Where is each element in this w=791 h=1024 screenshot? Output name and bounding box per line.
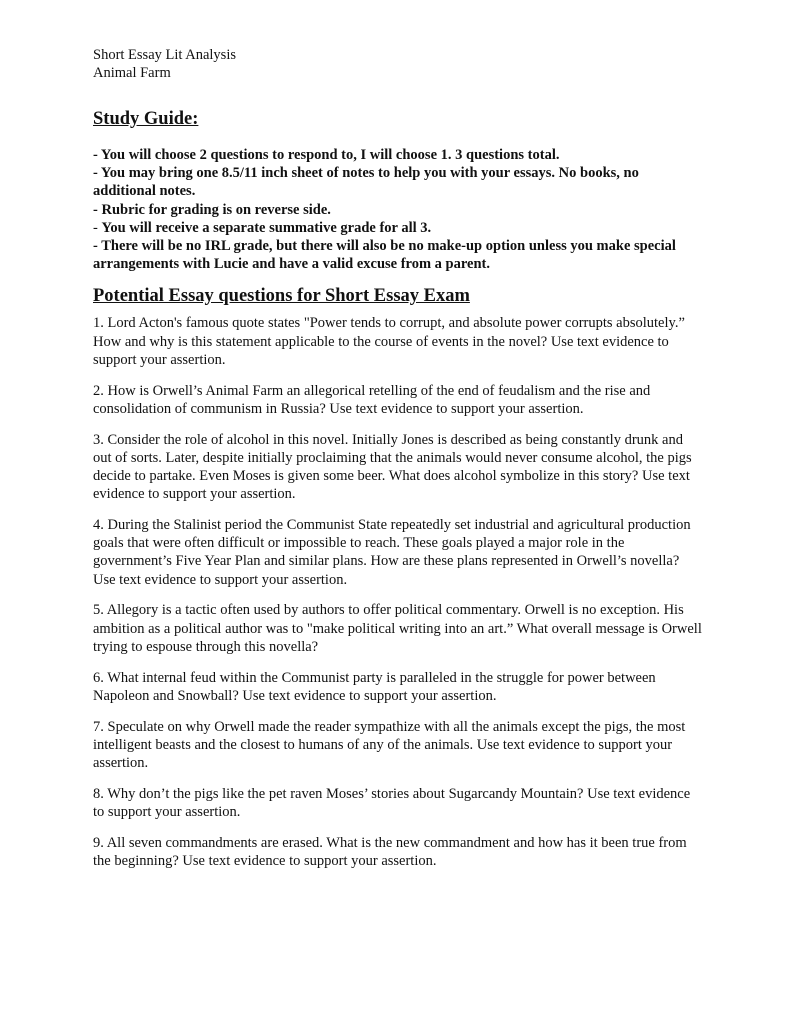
study-guide-heading: Study Guide:: [93, 109, 199, 129]
book-title: Animal Farm: [93, 65, 171, 81]
essay-question: 8. Why don’t the pigs like the pet raven Moses’ stories about Sugarcandy Mountain? Use text evidence to support your assertion.: [93, 785, 691, 821]
essay-question: 3. Consider the role of alcohol in this novel. Initially Jones is described as being constantly drunk and out of sorts. Later, despite initially proclaiming that the animals would never consume alcohol, the pigs decide to partake. Even Moses is given some beer. What does alcohol symbolize in this story? Use text evidence to support your assertion.: [93, 431, 692, 503]
essay-question: 9. All seven commandments are erased. What is the new commandment and how has it been true from the beginning? Use text evidence to support your assertion.: [93, 834, 687, 870]
course-title: Short Essay Lit Analysis: [93, 47, 236, 63]
study-guide-item: - You will choose 2 questions to respond to, I will choose 1. 3 questions total.: [93, 147, 560, 163]
essay-question: 2. How is Orwell’s Animal Farm an allegorical retelling of the end of feudalism and the rise and consolidation of communism in Russia? Use text evidence to support your assertion.: [93, 382, 651, 417]
essay-question: 5. Allegory is a tactic often used by authors to offer political commentary. Orwell is no exception. His ambition as a political author was to "make political writing into an art.” What overall message is Orwell trying to espouse through this novella?: [93, 602, 702, 655]
essay-question: 6. What internal feud within the Communist party is paralleled in the struggle for power between Napoleon and Snowball? Use text evidence to support your assertion.: [93, 669, 656, 704]
essay-question: 7. Speculate on why Orwell made the reader sympathize with all the animals except the pigs, the most intelligent beasts and the closest to humans of any of the animals. Use text evidence to support your assertion.: [93, 718, 686, 772]
study-guide-list: [93, 146, 703, 273]
document-page: [93, 46, 703, 883]
study-guide-item: - Rubric for grading is on reverse side.: [93, 201, 331, 218]
essay-question: 4. During the Stalinist period the Communist State repeatedly set industrial and agricultural production goals that were often difficult or impossible to reach. These goals played a major role in the government’s Five Year Plan and similar plans. How are these plans represented in Orwell’s novella? Use text evidence to support your assertion.: [93, 517, 691, 588]
essay-question: 1. Lord Acton's famous quote states "Power tends to corrupt, and absolute power corrupts absolutely.” How and why is this statement applicable to the course of events in the novel? Use text evidence to support your assertion.: [93, 315, 685, 368]
essay-question-list: [93, 314, 703, 870]
essay-questions-heading: Potential Essay questions for Short Essay Exam: [93, 286, 470, 307]
study-guide-item: - You may bring one 8.5/11 inch sheet of notes to help you with your essays. No books, no additional notes.: [93, 165, 639, 200]
study-guide-item: - You will receive a separate summative grade for all 3.: [93, 219, 432, 236]
study-guide-item: - There will be no IRL grade, but there will also be no make-up option unless you make special arrangements with Lucie and have a valid excuse from a parent.: [93, 238, 676, 273]
